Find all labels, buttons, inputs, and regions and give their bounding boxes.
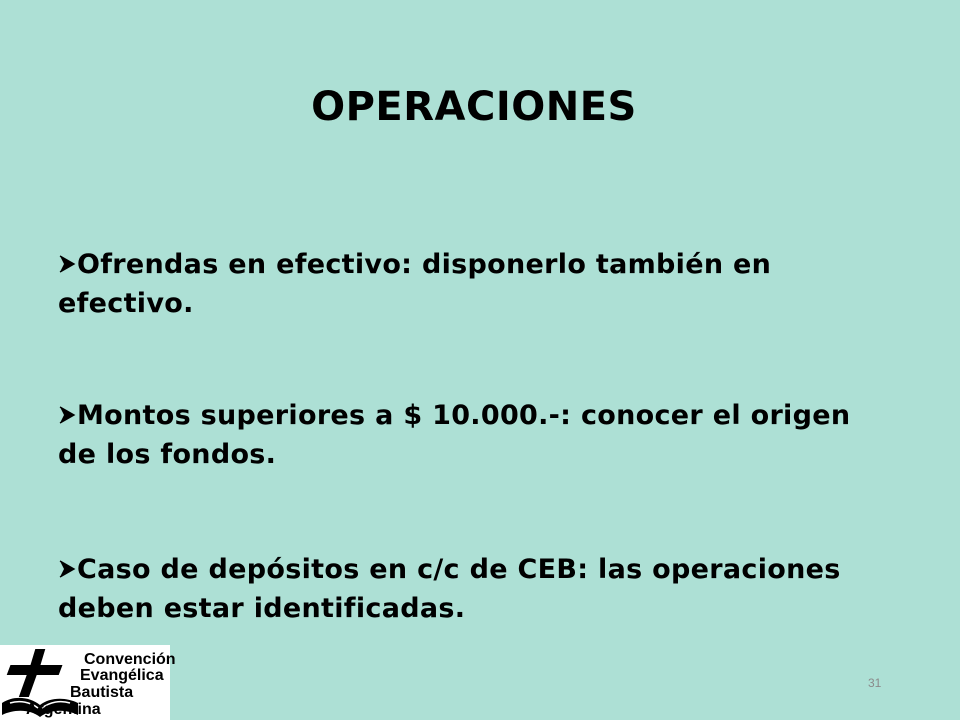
logo-text-line: Bautista — [70, 684, 134, 701]
bullet-item — [58, 246, 953, 323]
slide-title: OPERACIONES — [311, 84, 637, 130]
bullet-line: Montos superiores a $ 10.000.-: conocer el origen — [77, 400, 851, 431]
arrow-bullet-icon — [58, 247, 76, 285]
logo-text-line: Convención — [84, 651, 176, 668]
bullet-line: Caso de depósitos en c/c de CEB: las operaciones — [77, 554, 841, 585]
bullet-line: deben estar identificadas. — [58, 593, 466, 624]
organization-logo — [0, 645, 176, 720]
bullet-item — [58, 397, 953, 474]
bullet-line: efectivo. — [58, 288, 194, 319]
bullet-item — [58, 551, 953, 628]
bullet-line: de los fondos. — [58, 439, 277, 470]
logo-text-line: Evangélica — [80, 667, 164, 684]
arrow-bullet-icon — [58, 552, 76, 590]
arrow-bullet-icon — [58, 398, 76, 436]
bullet-line: Ofrendas en efectivo: disponerlo también en — [77, 249, 772, 280]
page-number: 31 — [868, 676, 882, 690]
logo-text-line: Argentina — [26, 701, 101, 718]
